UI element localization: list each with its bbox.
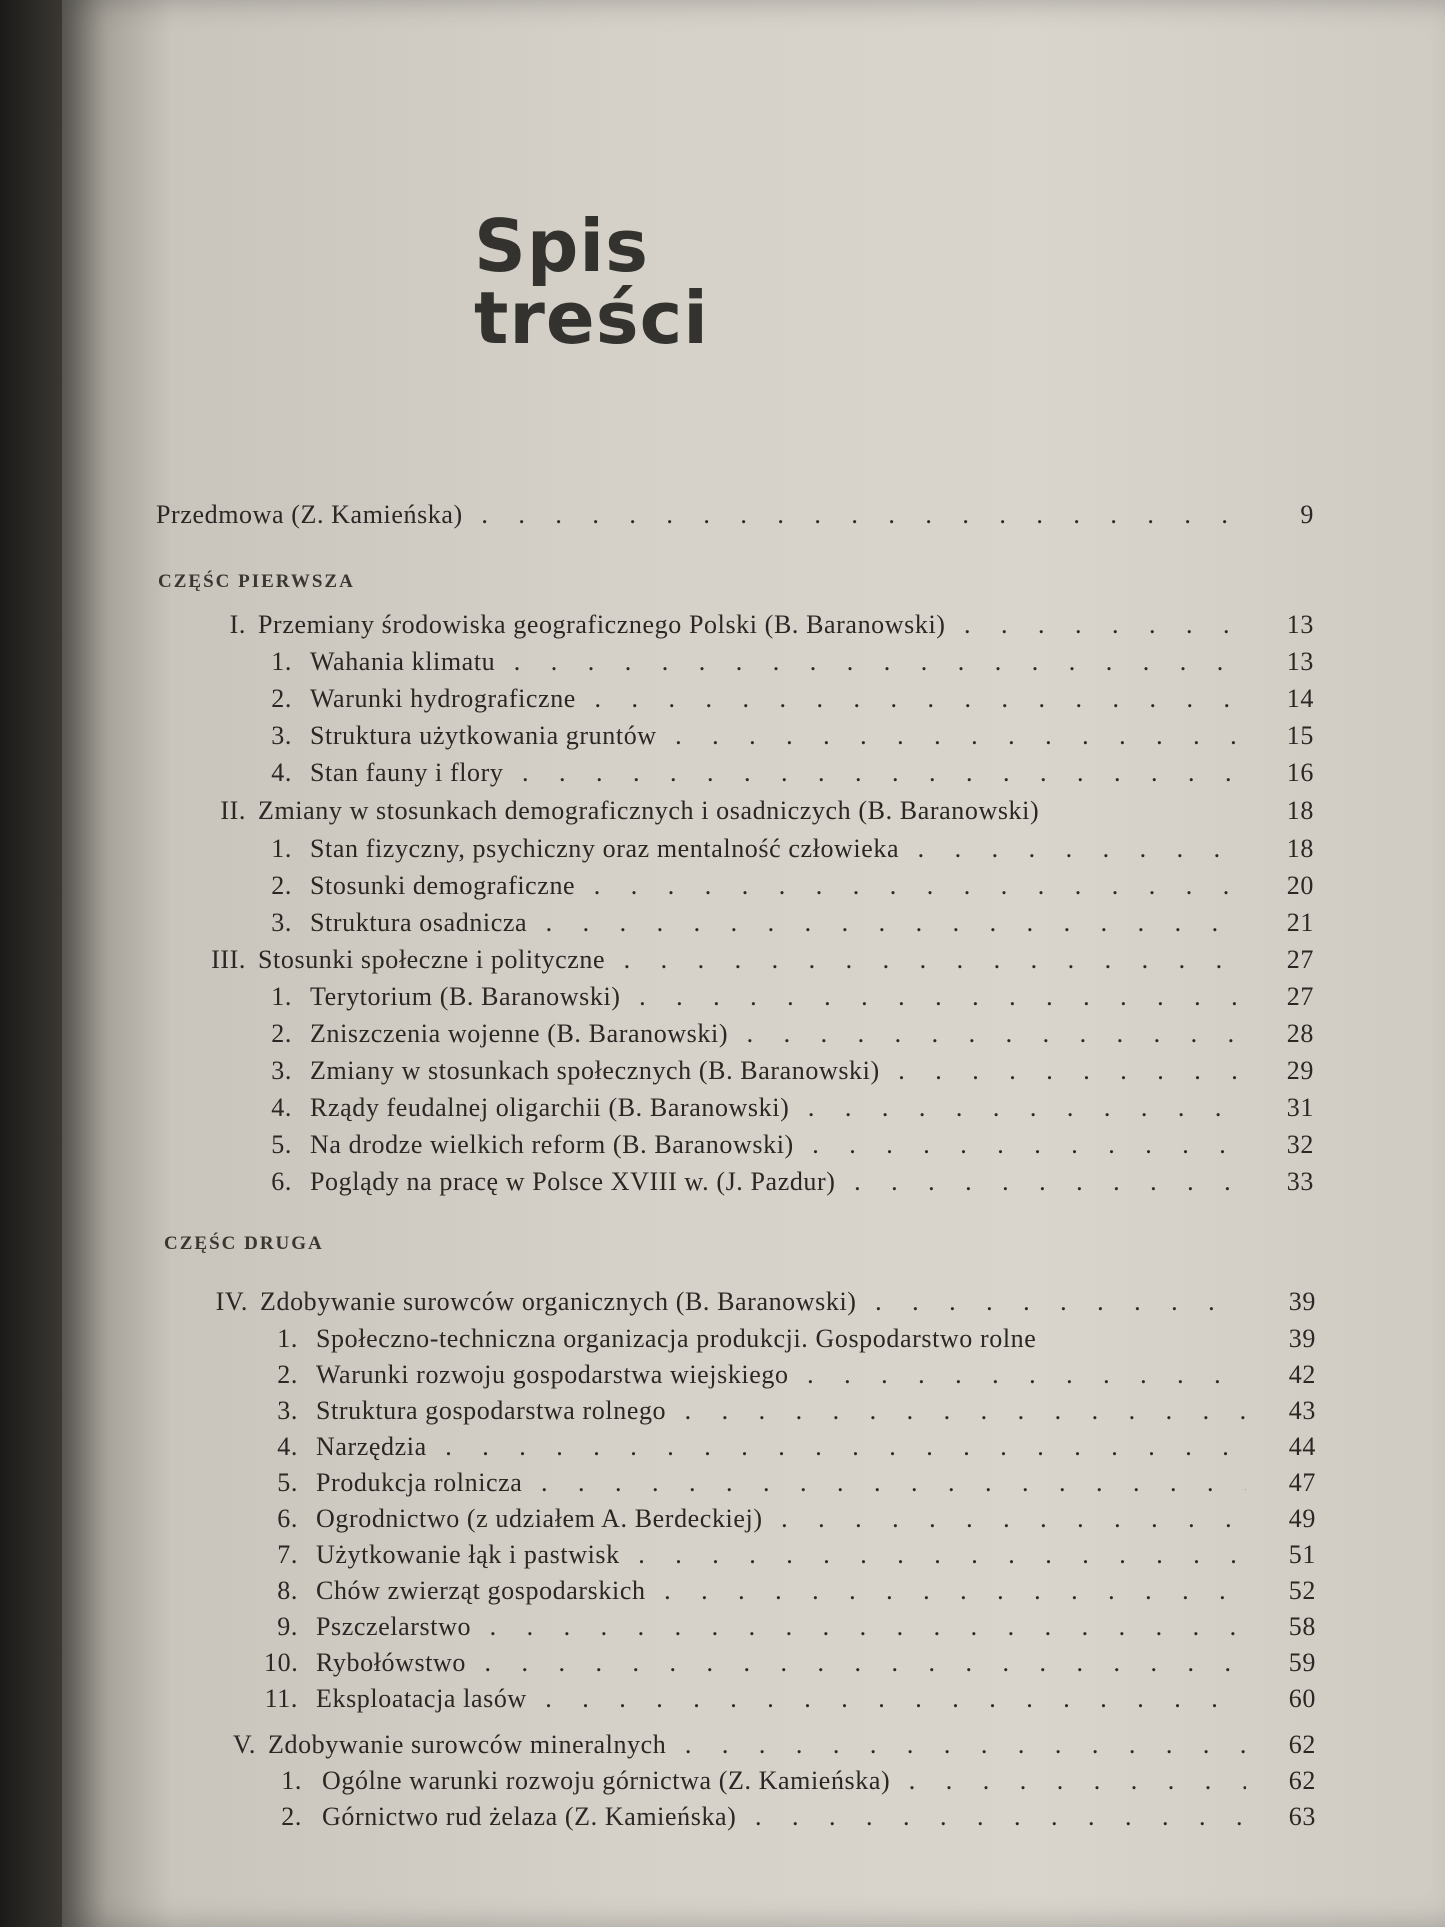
toc-entry-number: 5. xyxy=(277,1468,298,1497)
toc-entry-number: 8. xyxy=(277,1576,298,1605)
toc-entry-number: 7. xyxy=(277,1540,298,1569)
book-page xyxy=(62,0,1445,1927)
toc-entry-page: 59 xyxy=(1288,1648,1316,1677)
toc-entry-text: Warunki hydrograficzne . . . xyxy=(310,682,1244,716)
toc-entry-number: 3. xyxy=(271,908,292,937)
toc-entry-section xyxy=(264,1358,1316,1392)
toc-entry-section xyxy=(274,1764,1316,1798)
toc-entry-number: 3. xyxy=(277,1396,298,1425)
toc-entry-number: 4. xyxy=(271,758,292,787)
toc-entry-number: 6. xyxy=(271,1167,292,1196)
toc-entry-text: Pszczelarstwo . . . xyxy=(316,1610,1246,1644)
toc-entry-section xyxy=(262,1128,1314,1162)
toc-entry-number: III. xyxy=(211,945,246,974)
toc-entry-page: 15 xyxy=(1286,721,1314,750)
toc-entry-number: IV. xyxy=(215,1287,248,1316)
toc-entry-page: 27 xyxy=(1286,982,1314,1011)
toc-entry-text: Struktura gospodarstwa rolnego . . . xyxy=(316,1394,1246,1428)
toc-entry-page: 60 xyxy=(1288,1684,1316,1713)
title-line-2: treści xyxy=(474,276,709,360)
toc-entry-page: 58 xyxy=(1288,1612,1316,1641)
toc-entry-chapter xyxy=(226,1728,1316,1762)
toc-entry-page: 63 xyxy=(1288,1802,1316,1831)
toc-entry-section xyxy=(262,869,1314,903)
toc-entry-text: Warunki rozwoju gospodarstwa wiejskiego . . . xyxy=(316,1358,1246,1392)
toc-entry-text: Struktura osadnicza . . . xyxy=(310,906,1244,940)
toc-entry-text: Rybołówstwo . . . xyxy=(316,1646,1246,1680)
toc-entry-text: Poglądy na pracę w Polsce XVIII w. (J. Pazdur) . . . xyxy=(310,1165,1244,1199)
toc-entry-number: 10. xyxy=(264,1648,299,1677)
toc-entry-section xyxy=(264,1610,1316,1644)
toc-entry-section xyxy=(264,1574,1316,1608)
toc-entry-text: Zdobywanie surowców mineralnych . . . xyxy=(268,1728,1246,1762)
toc-entry-number: V. xyxy=(232,1730,256,1759)
toc-entry-number: 11. xyxy=(264,1684,298,1713)
toc-entry-chapter xyxy=(204,1285,1316,1319)
toc-entry-section xyxy=(264,1538,1316,1572)
toc-entry-text: Rządy feudalnej oligarchii (B. Baranowski) . . . xyxy=(310,1091,1244,1125)
toc-entry-text: Produkcja rolnicza . . . xyxy=(316,1466,1246,1500)
toc-entry-number: 4. xyxy=(277,1432,298,1461)
toc-entry-section xyxy=(262,906,1314,940)
toc-entry-section xyxy=(262,645,1314,679)
toc-entry-number: 3. xyxy=(271,1056,292,1085)
toc-entry-section xyxy=(262,1054,1314,1088)
title-line-1: Spis xyxy=(474,204,649,288)
toc-entry-section xyxy=(264,1646,1316,1680)
toc-entry-text: Zdobywanie surowców organicznych (B. Baranowski) . . . xyxy=(260,1285,1246,1319)
toc-entry-section xyxy=(264,1430,1316,1464)
toc-entry-number: 1. xyxy=(271,647,292,676)
toc-entry-section xyxy=(262,756,1314,790)
toc-entry-page: 13 xyxy=(1286,610,1314,639)
toc-entry-page: 29 xyxy=(1286,1056,1314,1085)
toc-entry-text: Zmiany w stosunkach społecznych (B. Baranowski) . . . xyxy=(310,1054,1244,1088)
toc-entry-text: Stan fizyczny, psychiczny oraz mentalność człowieka . . . xyxy=(310,832,1244,866)
toc-entry-section xyxy=(262,1091,1314,1125)
toc-entry-page: 18 xyxy=(1286,796,1314,825)
toc-entry-page: 16 xyxy=(1286,758,1314,787)
toc-entry-section xyxy=(262,1017,1314,1051)
toc-entry-page: 28 xyxy=(1286,1019,1314,1048)
toc-entry-number: I. xyxy=(229,610,246,639)
toc-entry-number: 2. xyxy=(277,1360,298,1389)
toc-entry-number: 2. xyxy=(271,871,292,900)
toc-entry-text: Stan fauny i flory . . . xyxy=(310,756,1244,790)
toc-entry-page: 62 xyxy=(1288,1730,1316,1759)
toc-entry-preface xyxy=(156,498,1314,532)
toc-entry-number: 2. xyxy=(271,1019,292,1048)
book-spine-shadow xyxy=(0,0,70,1927)
toc-entry-number: 2. xyxy=(271,684,292,713)
toc-entry-text: Ogrodnictwo (z udziałem A. Berdeckiej) . . . xyxy=(316,1502,1246,1536)
toc-entry-page: 39 xyxy=(1288,1324,1316,1353)
toc-entry-number: 3. xyxy=(271,721,292,750)
toc-entry-page: 14 xyxy=(1286,684,1314,713)
toc-entry-number: 1. xyxy=(271,834,292,863)
toc-entry-number: 1. xyxy=(271,982,292,1011)
toc-entry-text: Zmiany w stosunkach demograficznych i osadniczych (B. Baranowski) xyxy=(258,796,1040,825)
toc-entry-page: 20 xyxy=(1286,871,1314,900)
toc-entry-number: 5. xyxy=(271,1130,292,1159)
toc-entry-text: Społeczno-techniczna organizacja produkcji. Gospodarstwo rolne xyxy=(316,1324,1037,1353)
toc-entry-page: 33 xyxy=(1286,1167,1314,1196)
toc-entry-page: 49 xyxy=(1288,1504,1316,1533)
toc-entry-page: 13 xyxy=(1286,647,1314,676)
toc-entry-text: Struktura użytkowania gruntów . . . xyxy=(310,719,1244,753)
toc-entry-section xyxy=(262,832,1314,866)
toc-entry-page: 39 xyxy=(1288,1287,1316,1316)
toc-entry-text: Stosunki demograficzne . . . xyxy=(310,869,1244,903)
toc-entry-text: Eksploatacja lasów . . . xyxy=(316,1682,1246,1716)
toc-entry-section xyxy=(264,1322,1316,1356)
toc-entry-section xyxy=(262,682,1314,716)
toc-entry-section xyxy=(262,719,1314,753)
toc-entry-number: 6. xyxy=(277,1504,298,1533)
toc-entry-page: 47 xyxy=(1288,1468,1316,1497)
toc-entry-page: 9 xyxy=(1300,500,1314,529)
toc-entry-page: 62 xyxy=(1288,1766,1316,1795)
toc-entry-page: 42 xyxy=(1288,1360,1316,1389)
toc-entry-section xyxy=(264,1502,1316,1536)
toc-entry-text: Terytorium (B. Baranowski) . . . xyxy=(310,980,1244,1014)
toc-entry-page: 31 xyxy=(1286,1093,1314,1122)
toc-entry-text: Chów zwierząt gospodarskich . . . xyxy=(316,1574,1246,1608)
toc-entry-number: 2. xyxy=(281,1802,302,1831)
toc-entry-text: Użytkowanie łąk i pastwisk . . . xyxy=(316,1538,1246,1572)
toc-entry-section xyxy=(274,1800,1316,1834)
toc-entry-section xyxy=(264,1394,1316,1428)
toc-entry-page: 52 xyxy=(1288,1576,1316,1605)
toc-entry-page: 18 xyxy=(1286,834,1314,863)
toc-entry-number: 1. xyxy=(281,1766,302,1795)
toc-entry-number: 1. xyxy=(277,1324,298,1353)
toc-entry-chapter xyxy=(202,943,1314,977)
toc-entry-text: Przemiany środowiska geograficznego Polski (B. Baranowski) . . . xyxy=(258,608,1244,642)
toc-entry-text: Przedmowa (Z. Kamieńska) . . . xyxy=(156,498,1244,532)
toc-entry-page: 27 xyxy=(1286,945,1314,974)
toc-entry-text: Wahania klimatu . . . xyxy=(310,645,1244,679)
toc-entry-text: Stosunki społeczne i polityczne . . . xyxy=(258,943,1244,977)
toc-entry-text: Na drodze wielkich reform (B. Baranowski) . . . xyxy=(310,1128,1244,1162)
toc-entry-number: II. xyxy=(220,796,246,825)
page-title xyxy=(474,204,709,360)
toc-entry-section xyxy=(262,980,1314,1014)
toc-entry-number: 9. xyxy=(277,1612,298,1641)
toc-entry-number: 4. xyxy=(271,1093,292,1122)
toc-entry-page: 51 xyxy=(1288,1540,1316,1569)
toc-entry-text: Zniszczenia wojenne (B. Baranowski) . . . xyxy=(310,1017,1244,1051)
toc-entry-section xyxy=(262,1165,1314,1199)
toc-entry-page: 21 xyxy=(1286,908,1314,937)
toc-entry-chapter xyxy=(202,794,1314,828)
toc-entry-chapter xyxy=(202,608,1314,642)
toc-entry-page: 32 xyxy=(1286,1130,1314,1159)
toc-entry-page: 44 xyxy=(1288,1432,1316,1461)
toc-entry-section xyxy=(264,1466,1316,1500)
toc-entry-text: Górnictwo rud żelaza (Z. Kamieńska) . . . xyxy=(322,1800,1246,1834)
toc-entry-section xyxy=(264,1682,1316,1716)
toc-entry-text: Ogólne warunki rozwoju górnictwa (Z. Kamieńska) . . . xyxy=(322,1764,1246,1798)
toc-entry-text: Narzędzia . . . xyxy=(316,1430,1246,1464)
toc-entry-page: 43 xyxy=(1288,1396,1316,1425)
part-heading-2: CZĘŚC DRUGA xyxy=(164,1233,324,1254)
part-heading-1: CZĘŚC PIERWSZA xyxy=(158,571,355,592)
